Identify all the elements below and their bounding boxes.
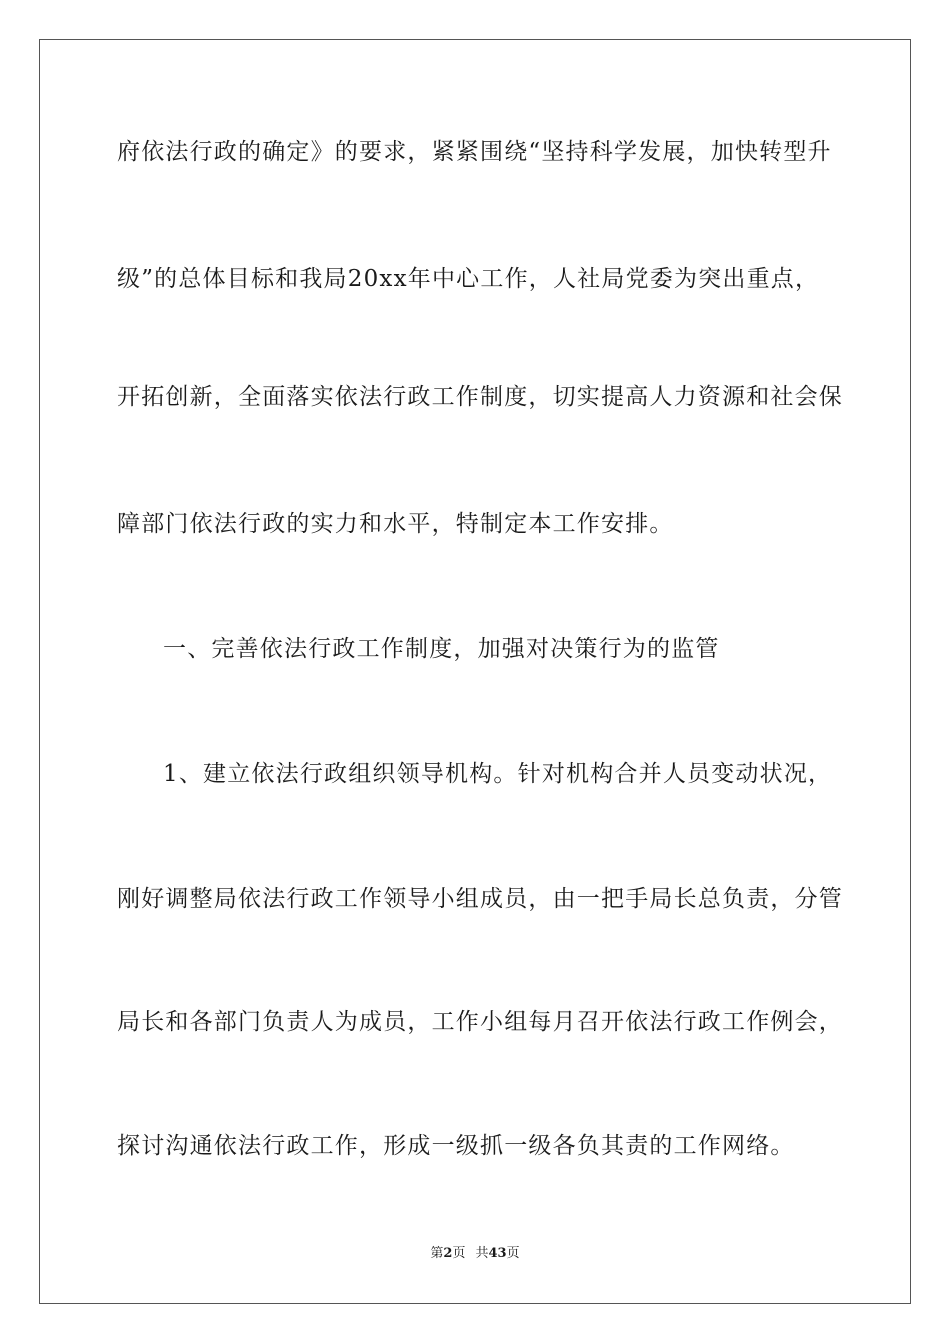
body-text-line: 探讨沟通依法行政工作，形成一级抓一级各负其责的工作网络。 — [117, 1133, 795, 1159]
page-prefix: 第 — [430, 1246, 444, 1261]
body-text-line: 级”的总体目标和我局20xx年中心工作，人社局党委为突出重点， — [117, 266, 820, 292]
body-text-line: 障部门依法行政的实力和水平，特制定本工作安排。 — [117, 511, 674, 537]
section-heading: 一、完善依法行政工作制度，加强对决策行为的监管 — [163, 636, 720, 662]
total-prefix: 共 — [475, 1246, 489, 1261]
body-text-line: 府依法行政的确定》的要求，紧紧围绕“坚持科学发展，加快转型升 — [117, 139, 832, 165]
body-text-line: 局长和各部门负责人为成员，工作小组每月召开依法行政工作例会， — [117, 1009, 843, 1035]
body-text-line: 开拓创新，全面落实依法行政工作制度，切实提高人力资源和社会保 — [117, 384, 843, 410]
page-border — [39, 39, 911, 1304]
total-pages: 43 — [488, 1246, 507, 1261]
body-text-line: 刚好调整局依法行政工作领导小组成员，由一把手局长总负责，分管 — [117, 886, 843, 912]
total-suffix: 页 — [506, 1246, 520, 1261]
page-suffix: 页 — [452, 1246, 466, 1261]
body-text-line: 1、建立依法行政组织领导机构。针对机构合并人员变动状况， — [163, 761, 833, 787]
page-number: 2 — [443, 1246, 453, 1261]
page-footer — [0, 1246, 950, 1262]
